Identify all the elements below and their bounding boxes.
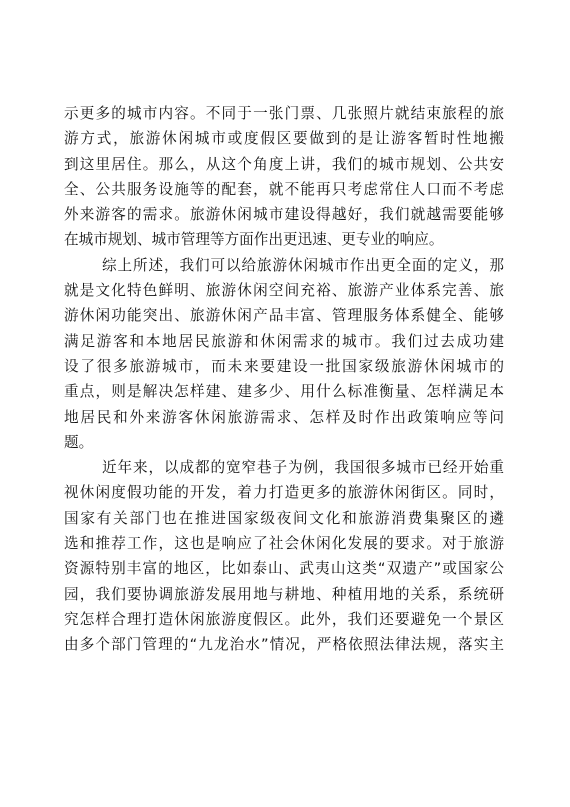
text-line: 游方式，旅游休闲城市或度假区要做到的是让游客暂时性地搬 <box>64 130 504 148</box>
paragraph-3 <box>64 455 504 657</box>
text-line: 园，我们要协调旅游发展用地与耕地、种植用地的关系，系统研 <box>64 585 504 603</box>
text-line: 视休闲度假功能的开发，着力打造更多的旅游休闲街区。同时， <box>64 484 504 502</box>
text-line: 题。 <box>64 433 94 451</box>
text-line: 重点，则是解决怎样建、建多少、用什么标准衡量、怎样满足本 <box>64 383 504 401</box>
text-line: 示更多的城市内容。不同于一张门票、几张照片就结束旅程的旅 <box>64 105 504 122</box>
text-line: 全、公共服务设施等的配套，就不能再只考虑常住人口而不考虑 <box>64 180 504 198</box>
text-line: 在城市规划、城市管理等方面作出更迅速、更专业的响应。 <box>64 231 444 249</box>
text-line: 就是文化特色鲜明、旅游休闲空间充裕、旅游产业体系完善、旅 <box>64 282 504 300</box>
text-line: 选和推荐工作，这也是响应了社会休闲化发展的要求。对于旅游 <box>64 535 504 553</box>
text-line: 满足游客和本地居民旅游和休闲需求的城市。我们过去成功建 <box>64 332 504 350</box>
body-text <box>64 101 504 658</box>
paragraph-2 <box>64 253 504 455</box>
paragraph-1 <box>64 101 504 253</box>
text-line: 资源特别丰富的地区，比如泰山、武夷山这类“双遗产”或国家公 <box>64 560 504 578</box>
text-line: 综上所述，我们可以给旅游休闲城市作出更全面的定义，那 <box>102 256 504 274</box>
text-line: 国家有关部门也在推进国家级夜间文化和旅游消费集聚区的遴 <box>64 509 504 527</box>
text-line: 外来游客的需求。旅游休闲城市建设得越好，我们就越需要能够 <box>64 206 504 224</box>
text-line: 地居民和外来游客休闲旅游需求、怎样及时作出政策响应等问 <box>64 408 504 426</box>
text-line: 到这里居住。那么，从这个角度上讲，我们的城市规划、公共安 <box>64 155 504 173</box>
text-line: 近年来，以成都的宽窄巷子为例，我国很多城市已经开始重 <box>102 459 504 477</box>
text-line: 设了很多旅游城市，而未来要建设一批国家级旅游休闲城市的 <box>64 357 504 375</box>
text-line: 由多个部门管理的“九龙治水”情况，严格依照法律法规，落实主 <box>64 636 504 654</box>
text-line: 游休闲功能突出、旅游休闲产品丰富、管理服务体系健全、能够 <box>64 307 504 325</box>
text-line: 究怎样合理打造休闲旅游度假区。此外，我们还要避免一个景区 <box>64 610 504 628</box>
